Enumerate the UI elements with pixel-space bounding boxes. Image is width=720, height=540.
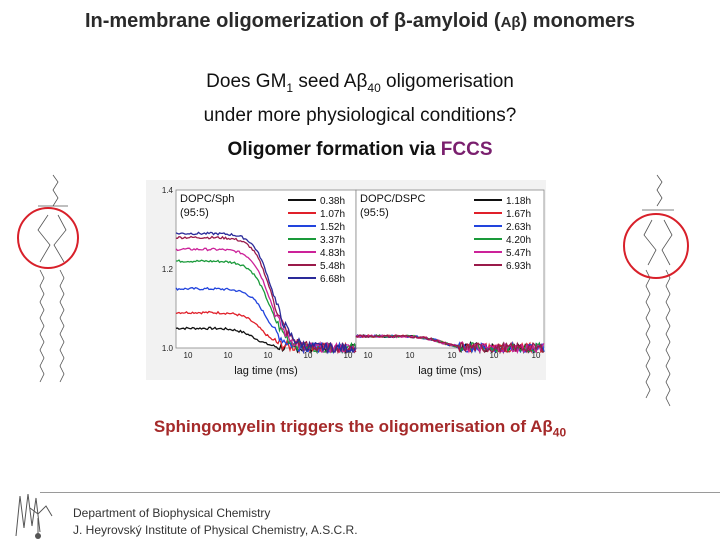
q-text-3: oligomerisation [380,71,514,92]
footer-line-2: J. Heyrovský Institute of Physical Chemistry, A.S.C.R. [73,523,358,537]
legend-label-1.52h: 1.52h [320,222,346,233]
legend-label-4.20h: 4.20h [506,235,532,246]
title-abbr: Aβ [500,14,521,31]
legend-label-1.67h: 1.67h [506,209,532,220]
highlight-circle [624,214,688,278]
x-tick-label: 10 [363,351,373,360]
sphingomyelin-molecule-icon [612,170,702,420]
y-tick-label: 1.0 [161,344,173,353]
x-tick-label: 10 [343,351,353,360]
method-subheading [0,139,720,161]
panel-subtitle-2: (95:5) [360,207,389,219]
legend-label-3.37h: 3.37h [320,235,346,246]
footer-line-1: Department of Biophysical Chemistry [73,506,271,520]
q-text-1: Does GM [206,71,287,92]
title-text-1: In-membrane oligomerization of [84,10,394,32]
subhead-text: Oligomer formation via [227,139,441,160]
legend-label-4.83h: 4.83h [320,248,346,259]
panel-subtitle-1: (95:5) [180,207,209,219]
research-question [0,68,720,129]
highlight-circle [18,208,78,268]
conclusion-text [0,417,720,439]
legend-label-5.48h: 5.48h [320,261,346,272]
x-axis-label-2: lag time (ms) [418,365,482,377]
x-tick-label: 10 [303,351,313,360]
legend-label-5.47h: 5.47h [506,248,532,259]
x-axis-label-1: lag time (ms) [234,365,298,377]
x-tick-label: 10 [531,351,541,360]
title-text-2: -amyloid ( [406,10,501,32]
x-tick-label: 10 [183,351,193,360]
legend-label-0.38h: 0.38h [320,196,346,207]
footer-divider [40,492,720,493]
legend-label-1.07h: 1.07h [320,209,346,220]
panel-title-2: DOPC/DSPC [360,193,426,205]
slide-title [0,10,720,33]
fccs-chart [146,180,546,380]
x-tick-label: 10 [223,351,233,360]
title-greek: β [393,10,407,32]
legend-label-6.68h: 6.68h [320,274,346,285]
x-tick-label: 10 [489,351,499,360]
x-tick-label: 10 [405,351,415,360]
legend-label-6.93h: 6.93h [506,261,532,272]
q-sub-1: 1 [286,80,294,95]
institute-logo-icon [10,488,60,540]
panel-title-1: DOPC/Sph [180,193,235,205]
question-line-2: under more physiological conditions? [203,104,517,126]
y-tick-label: 1.4 [161,186,173,195]
q-text-2: seed Aβ [293,71,368,92]
conclusion-sub: 40 [552,425,567,440]
legend-label-2.63h: 2.63h [506,222,532,233]
y-tick-label: 1.2 [161,265,173,274]
gm1-molecule-icon [8,170,98,400]
q-sub-2: 40 [367,80,381,95]
question-line-1 [0,68,720,102]
footer-affiliation [73,505,358,539]
conclusion-main: Sphingomyelin triggers the oligomerisation of Aβ [153,417,553,436]
x-tick-label: 10 [447,351,457,360]
title-text-3: ) monomers [520,10,636,32]
subhead-accent: FCCS [440,139,493,160]
legend-label-1.18h: 1.18h [506,196,532,207]
x-tick-label: 10 [263,351,273,360]
